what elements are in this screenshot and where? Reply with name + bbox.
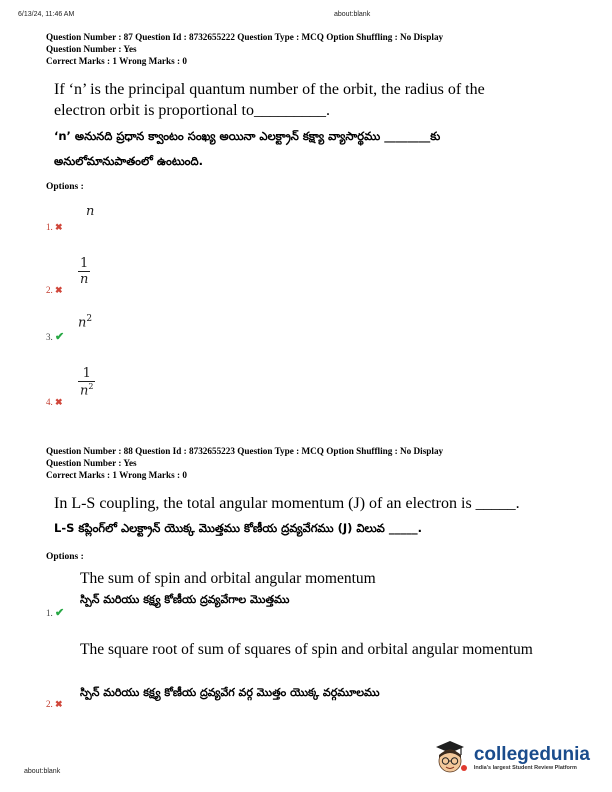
option-2-label <box>46 699 63 710</box>
print-footer-url: about:blank <box>24 768 61 775</box>
wrong-mark-icon: ✖ <box>55 397 63 407</box>
question-text-en-line2: electron orbit is proportional to_________. <box>54 102 330 119</box>
options-label: Options : <box>46 182 84 192</box>
option-2-text-en: The square root of sum of squares of spin and orbital angular momentum <box>80 641 533 658</box>
option-number: 2. <box>46 285 53 295</box>
fraction <box>78 366 95 398</box>
option-number: 3. <box>46 332 53 342</box>
options-label: Options : <box>46 552 84 562</box>
option-number: 2. <box>46 699 53 709</box>
question-text-te: L-S కప్లింగ్‌లో ఎలక్ట్రాన్ యొక్క మొత్తము కోణీయ ద్రవ్యవేగము (J) విలువ _____. <box>54 521 422 535</box>
student-mascot-icon <box>430 738 470 778</box>
question-text-en-line1: If ‘n’ is the principal quantum number of the orbit, the radius of the <box>54 81 485 98</box>
collegedunia-logo <box>430 738 590 778</box>
question-meta-line1: Question Number : 88 Question Id : 8732655223 Question Type : MCQ Option Shuffling : No Display <box>46 446 444 456</box>
print-datetime: 6/13/24, 11:46 AM <box>18 11 75 18</box>
wrong-mark-icon: ✖ <box>55 222 63 232</box>
option-1-label <box>46 606 64 619</box>
question-text-te-line1: ‘n’ అనునది ప్రధాన క్వాంటం సంఖ్య అయినా ఎలక్ట్రాన్ కక్ష్యా వ్యాసార్థము ________కు <box>54 129 441 143</box>
option-3-math <box>78 314 92 330</box>
math-exponent: 2 <box>86 314 93 324</box>
logo-name: collegedunia <box>473 744 590 765</box>
fraction <box>78 256 90 287</box>
math-exponent: 2 <box>88 382 94 391</box>
option-4-label <box>46 397 63 408</box>
question-meta-line2: Question Number : Yes <box>46 44 137 54</box>
option-3-label <box>46 330 64 343</box>
option-1-label <box>46 222 63 233</box>
question-meta-line3: Correct Marks : 1 Wrong Marks : 0 <box>46 470 187 480</box>
option-2-text-te: స్పిన్ మరియు కక్ష్య కోణీయ ద్రవ్యవేగ వర్గ మొత్తం యొక్క వర్గమూలము <box>80 686 380 699</box>
question-text-te-line2: అనులోమానుపాతంలో ఉంటుంది. <box>54 154 204 168</box>
correct-check-icon: ✔ <box>55 331 65 343</box>
question-meta-line3: Correct Marks : 1 Wrong Marks : 0 <box>46 56 187 66</box>
wrong-mark-icon: ✖ <box>55 699 63 709</box>
math-variable: n <box>80 383 89 399</box>
print-page-title: about:blank <box>334 11 371 18</box>
question-text-en: In L-S coupling, the total angular momentum (J) of an electron is _____. <box>54 495 520 512</box>
question-meta-line2: Question Number : Yes <box>46 458 137 468</box>
option-number: 1. <box>46 608 53 618</box>
option-2-math <box>78 256 90 287</box>
fraction-denominator: n <box>80 272 89 287</box>
option-number: 1. <box>46 222 53 232</box>
correct-check-icon: ✔ <box>55 607 65 619</box>
option-4-math <box>78 366 95 398</box>
option-1-text-te: స్పిన్ మరియు కక్ష్య కోణీయ ద్రవ్యవేగాల మొత్తము <box>80 593 290 606</box>
option-number: 4. <box>46 397 53 407</box>
question-meta-line1: Question Number : 87 Question Id : 8732655222 Question Type : MCQ Option Shuffling : No Display <box>46 32 444 42</box>
math-variable: n <box>78 315 87 331</box>
logo-tagline: India's largest Student Review Platform <box>473 765 577 771</box>
logo-text-block <box>474 745 590 771</box>
wrong-mark-icon: ✖ <box>55 285 63 295</box>
fraction-numerator: 1 <box>82 366 91 381</box>
fraction-numerator: 1 <box>80 256 89 271</box>
option-2-label <box>46 285 63 296</box>
fraction-denominator <box>78 382 95 398</box>
option-1-math: n <box>86 204 95 219</box>
option-1-text-en: The sum of spin and orbital angular momentum <box>80 570 376 587</box>
